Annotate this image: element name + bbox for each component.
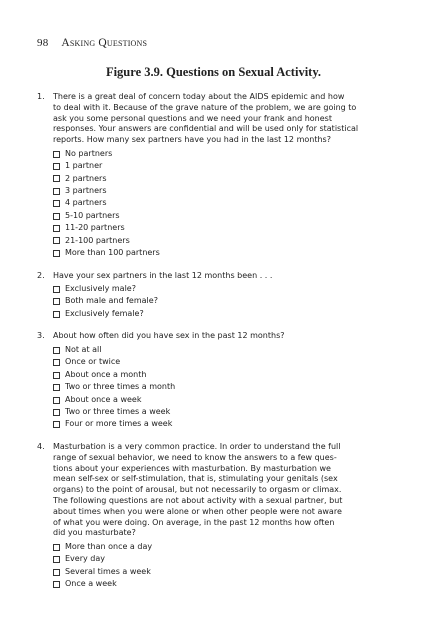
answer-option[interactable] <box>53 308 397 320</box>
question-text-line: organs) to the point of arousal, but not necessarily to orgasm or climax. <box>53 485 342 495</box>
answer-option[interactable] <box>53 160 397 172</box>
question-text-line: Have your sex partners in the last 12 months been . . . <box>53 270 273 280</box>
answer-option[interactable] <box>53 344 397 356</box>
answer-option-label: Two or three times a week <box>65 407 171 417</box>
checkbox-icon[interactable] <box>53 163 60 170</box>
checkbox-icon[interactable] <box>53 286 60 293</box>
answer-option-label: 21-100 partners <box>65 235 130 245</box>
checkbox-icon[interactable] <box>53 347 60 354</box>
question-text <box>53 92 397 146</box>
checkbox-icon[interactable] <box>53 409 60 416</box>
question-3 <box>37 331 397 431</box>
question-1 <box>37 92 397 260</box>
checkbox-icon[interactable] <box>53 372 60 379</box>
page-number: 98 <box>37 37 49 49</box>
question-text-line: Masturbation is a very common practice. In order to understand the full <box>53 442 341 451</box>
answer-option-label: Not at all <box>65 345 102 355</box>
checkbox-icon[interactable] <box>53 298 60 305</box>
answer-option[interactable] <box>53 210 397 222</box>
checkbox-icon[interactable] <box>53 213 60 220</box>
checkbox-icon[interactable] <box>53 237 60 244</box>
checkbox-icon[interactable] <box>53 311 60 318</box>
answer-option-label: Once or twice <box>65 357 121 367</box>
checkbox-icon[interactable] <box>53 544 60 551</box>
answer-option[interactable] <box>53 394 397 406</box>
question-text <box>53 442 397 539</box>
answer-option[interactable] <box>53 406 397 418</box>
figure-title: Figure 3.9. Questions on Sexual Activity. <box>105 65 322 79</box>
question-text <box>53 271 397 282</box>
checkbox-icon[interactable] <box>53 384 60 391</box>
answer-option-label: About once a week <box>65 394 142 404</box>
answer-options <box>53 148 397 260</box>
answer-option[interactable] <box>53 554 397 566</box>
checkbox-icon[interactable] <box>53 397 60 404</box>
question-text-line: mean self-sex or self-stimulation, that is, stimulating your genitals (sex <box>53 474 338 484</box>
answer-option-label: 1 partner <box>65 161 103 171</box>
answer-option[interactable] <box>53 235 397 247</box>
answer-option-label: 5-10 partners <box>65 210 120 220</box>
checkbox-icon[interactable] <box>53 556 60 563</box>
checkbox-icon[interactable] <box>53 175 60 182</box>
answer-option[interactable] <box>53 198 397 210</box>
checkbox-icon[interactable] <box>53 250 60 257</box>
question-number: 4. <box>37 442 45 451</box>
question-text <box>53 331 397 342</box>
answer-option[interactable] <box>53 173 397 185</box>
answer-option[interactable] <box>53 247 397 259</box>
question-number: 2. <box>37 270 45 280</box>
checkbox-icon[interactable] <box>53 200 60 207</box>
section-name: Asking Questions <box>61 37 148 49</box>
answer-option-label: Four or more times a week <box>65 419 173 429</box>
question-text-line: to deal with it. Because of the grave nature of the problem, we are going to <box>53 102 357 112</box>
answer-option[interactable] <box>53 541 397 553</box>
question-text-line: range of sexual behavior, we need to know the answers to a few ques- <box>53 452 337 462</box>
answer-option[interactable] <box>53 185 397 197</box>
question-text-line: of what you were doing. On average, in the past 12 months how often <box>53 517 335 527</box>
answer-option[interactable] <box>53 578 397 590</box>
question-text-line: responses. Your answers are confidential and will be used only for statistical <box>53 124 359 134</box>
answer-option-label: Exclusively female? <box>65 308 144 318</box>
answer-option-label: Two or three times a month <box>65 382 176 392</box>
checkbox-icon[interactable] <box>53 359 60 366</box>
answer-option[interactable] <box>53 419 397 431</box>
answer-option[interactable] <box>53 357 397 369</box>
question-text-line: tions about your experiences with masturbation. By masturbation we <box>53 463 331 473</box>
checkbox-icon[interactable] <box>53 151 60 158</box>
question-4 <box>37 442 397 591</box>
answer-options <box>53 344 397 431</box>
question-text-line: ask you some personal questions and we need your frank and honest <box>53 113 332 123</box>
checkbox-icon[interactable] <box>53 188 60 195</box>
question-text-line: about times when you were alone or when other people were not aware <box>53 506 342 516</box>
question-prompt <box>37 92 397 146</box>
answer-option[interactable] <box>53 381 397 393</box>
checkbox-icon[interactable] <box>53 421 60 428</box>
question-2 <box>37 271 397 321</box>
question-number: 1. <box>37 92 45 101</box>
question-text-line: reports. How many sex partners have you had in the last 12 months? <box>53 135 331 145</box>
answer-option-label: Several times a week <box>65 566 151 576</box>
answer-option-label: 4 partners <box>65 198 107 208</box>
question-list <box>37 92 397 602</box>
answer-option-label: Every day <box>65 554 105 564</box>
question-prompt <box>37 442 397 539</box>
question-number: 3. <box>37 331 45 341</box>
answer-option-label: No partners <box>65 148 113 158</box>
answer-option-label: 11-20 partners <box>65 223 125 233</box>
answer-option[interactable] <box>53 566 397 578</box>
answer-options <box>53 541 397 591</box>
answer-option[interactable] <box>53 222 397 234</box>
answer-option-label: More than once a day <box>65 541 153 551</box>
running-head <box>37 37 147 49</box>
question-prompt <box>37 331 397 342</box>
answer-option-label: Exclusively male? <box>65 284 136 294</box>
question-text-line: There is a great deal of concern today about the AIDS epidemic and how <box>53 92 345 101</box>
answer-option[interactable] <box>53 283 397 295</box>
answer-option-label: Both male and female? <box>65 296 158 306</box>
checkbox-icon[interactable] <box>53 225 60 232</box>
answer-option[interactable] <box>53 148 397 160</box>
question-text-line: did you masturbate? <box>53 528 136 538</box>
checkbox-icon[interactable] <box>53 581 60 588</box>
answer-option-label: About once a month <box>65 369 147 379</box>
question-prompt <box>37 271 397 282</box>
answer-option-label: Once a week <box>65 579 117 589</box>
answer-option[interactable] <box>53 369 397 381</box>
answer-option-label: 3 partners <box>65 185 107 195</box>
checkbox-icon[interactable] <box>53 569 60 576</box>
answer-option-label: More than 100 partners <box>65 247 160 257</box>
answer-options <box>53 283 397 320</box>
question-text-line: The following questions are not about activity with a sexual partner, but <box>53 495 343 505</box>
answer-option-label: 2 partners <box>65 173 107 183</box>
answer-option[interactable] <box>53 296 397 308</box>
question-text-line: About how often did you have sex in the past 12 months? <box>53 331 285 341</box>
